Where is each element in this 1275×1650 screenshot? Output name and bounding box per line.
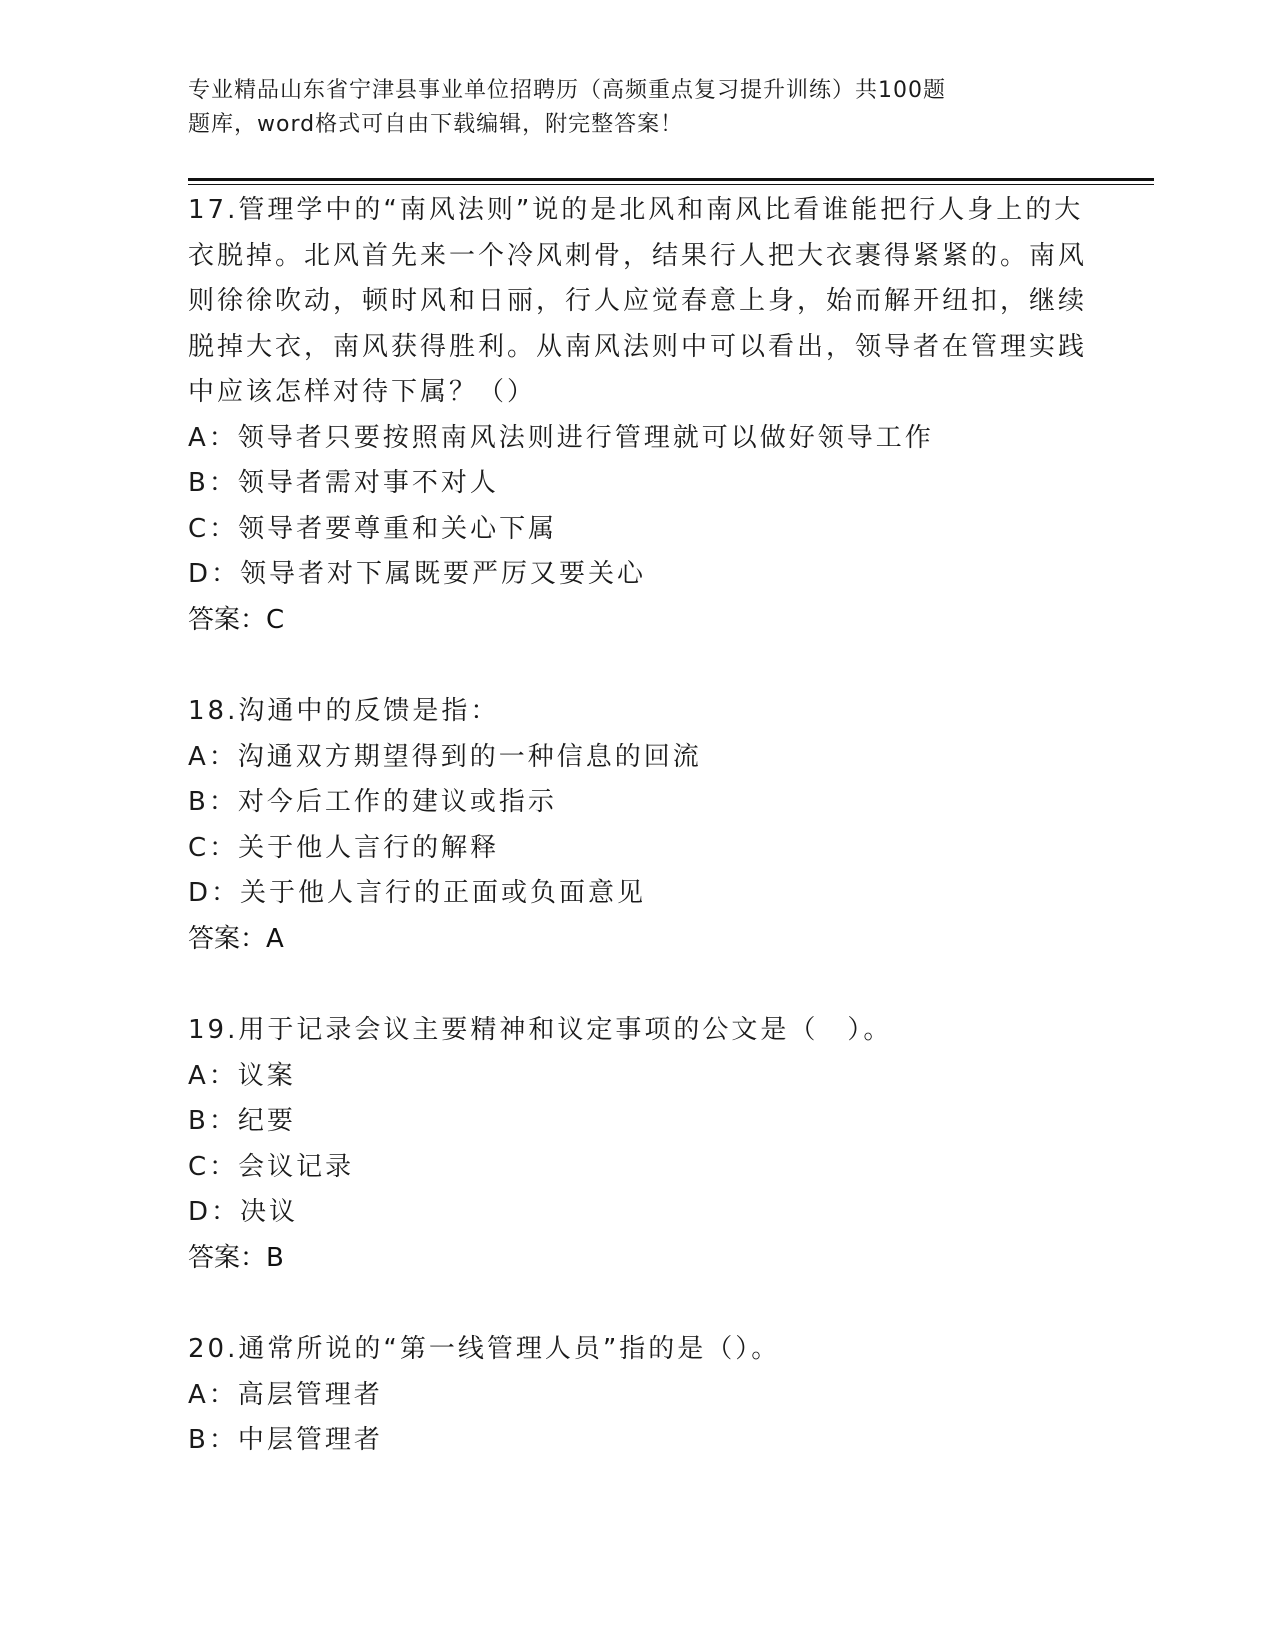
answer-line: 答案：C [188, 604, 285, 635]
header-divider-thin [188, 184, 1154, 185]
option-b: B：中层管理者 [188, 1425, 383, 1455]
question-list [188, 188, 1088, 1510]
question-item [188, 1008, 1088, 1281]
question-stem: 18.沟通中的反馈是指： [188, 696, 500, 726]
question-item [188, 689, 1088, 962]
question-item [188, 1327, 1088, 1464]
option-b: B：对今后工作的建议或指示 [188, 787, 557, 817]
option-c: C：关于他人言行的解释 [188, 832, 500, 863]
header-divider-thick [188, 178, 1154, 181]
option-a: A：领导者只要按照南风法则进行管理就可以做好领导工作 [188, 422, 934, 453]
option-d: D：决议 [188, 1197, 299, 1227]
option-d: D：关于他人言行的正面或负面意见 [188, 878, 647, 908]
question-stem: 20.通常所说的“第一线管理人员”指的是（）。 [188, 1334, 781, 1364]
option-a: A：议案 [188, 1060, 296, 1091]
option-a: A：高层管理者 [188, 1379, 383, 1410]
question-stem: 17.管理学中的“南风法则”说的是北风和南风比看谁能把行人身上的大衣脱掉。北风首先来一个冷风刺骨，结果行人把大衣裹得紧紧的。南风则徐徐吹动，顿时风和日丽，行人应觉春意上身，始而解开纽扣，继续脱掉大衣，南风获得胜利。从南风法则中可以看出，领导者在管理实践中应该怎样对待下属？（） [188, 195, 1088, 407]
document-header [188, 74, 1048, 142]
option-c: C：会议记录 [188, 1151, 355, 1182]
question-stem: 19.用于记录会议主要精神和议定事项的公文是（ ）。 [188, 1015, 893, 1045]
option-d: D：领导者对下属既要严厉又要关心 [188, 559, 647, 589]
option-b: B：纪要 [188, 1106, 296, 1136]
option-c: C：领导者要尊重和关心下属 [188, 513, 558, 544]
header-line-1: 专业精品山东省宁津县事业单位招聘历（高频重点复习提升训练）共100题 [188, 78, 946, 103]
option-b: B：领导者需对事不对人 [188, 468, 499, 498]
question-item [188, 188, 1088, 643]
option-a: A：沟通双方期望得到的一种信息的回流 [188, 741, 702, 772]
header-line-2: 题库，word格式可自由下载编辑，附完整答案！ [188, 112, 684, 137]
answer-line: 答案：A [188, 923, 284, 954]
answer-line: 答案：B [188, 1242, 284, 1273]
